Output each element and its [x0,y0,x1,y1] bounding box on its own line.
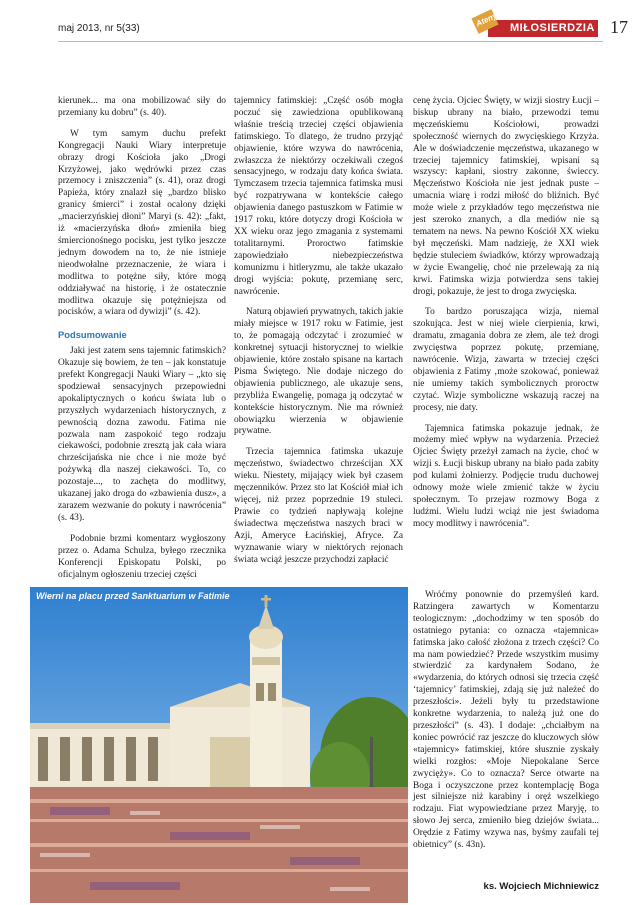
paragraph: Naturą objawień prywatnych, takich jakie miały miejsce w 1917 roku w Fatimie, jest to, że pomagają odczytać i zrozumieć w konkretnej sytuacji historycznej to wielkie objawienie, które zostało spisane na kartach Pisma Świętego. Nie dodaje niczego do objawienia publicznego, ale ukazuje sens, przybliża Ewangelię, pomaga ją odczytać w kontekście historycznym. Nie ma również obowiązku wierzenia w objawienie prywatne. [234,307,403,437]
paragraph: cenę życia. Ojciec Święty, w wizji siostry Łucji – biskup ubrany na biało, przewodzi temu męczeńskiemu Kościołowi, prowadzi społeczność wiernych do zwycięskiego Krzyża. Ale w doświadczenie męczeństwa, ukazanego w trzeciej tajemnicy fatimskiej, wpisani są wszyscy: kapłani, siostry zakonne, świeccy. Męczeństwo Kościoła nie jest jednak puste – umacnia wiarę i rodzi miłość do bliźnich. Być może wiele z przykładów tego męczeństwa nie jest szeroko znanych, a dla mediów nie są tematem na news. Na pewno Kościół XX wieku był męczeński. Mam nadzieję, że XXI wiek będzie stuleciem świadków, którzy wprowadzają w życie Ewangelię, choć nie przelewają za nią krwi. Fatimska wizja potwierdza sens takiej drogi, pokazuje, że jest to droga zwycięska. [413,96,599,297]
section-heading: Podsumowanie [58,329,127,341]
column-3 [413,96,599,531]
paragraph: To bardzo poruszająca wizja, niemal szokująca. Jest w niej wiele cierpienia, krwi, dramatu, zmagania dobra ze złem, ale też drogi zwycięstwa poprzez pokutę, przemianę, nawrócenie. Wizja, zawarta w trzeciej części objawienia z Fatimy ‚może szokować, ponieważ nie umiemy takich symbolicznych proroctw czytać. Wizje symboliczne wskazują raczej na procesy, nie daty. [413,307,599,413]
paragraph: kierunek... ma ona mobilizować siły do przemiany ku dobru” (s. 40). [58,96,226,118]
paragraph: Jaki jest zatem sens tajemnic fatimskich? Okazuje się bowiem, że ten – jak konstatuje prefekt Kongregacji Nauki Wiary – „kto się spodziewał sensacyjnych przepowiedni apokaliptycznych o końcu świata lub o przyszłych wydarzeniach historycznych, z pewnością dozna zawodu. Fatima nie pozwala nam zaspokoić tego rodzaju ciekawości, podobnie zresztą jak cała wiara chrześcijańska nie chce i nie może być pożywką dla naszej ciekawości. To, co pozostaje..., to zachęta do modlitwy, ukazanej jako droga do «zbawienia dusz», a zarazem wezwanie do pokuty i nawrócenia” (s. 43). [58,346,226,523]
column-2 [234,96,403,566]
paragraph: tajemnicy fatimskiej: „Część osób mogła poczuć się zawiedziona opublikowaną właśnie treścią trzeciej części objawienia fatimskiego. To dlatego, że trudno przyjąć objawienie, które wzywa do nawrócenia, zwłaszcza że niektórzy oczekiwali czegoś sensacyjnego, w rodzaju daty końca świata. Tymczasem trzecia tajemnica fatimska musi być rozpatrywana w kontekście całego objawienia danego pastuszkom w Fatimie w 1917 roku, które dotyczy drogi Kościoła w XX wieku oraz jego zmagania z systemami totalitarnymi. Proroctwo fatimskie zapowiedziało niebezpieczeństwa komunizmu i hitleryzmu, ale także ukazało drogi wyjścia: pokutę, przemianę serc, nawrócenie. [234,96,403,297]
column-3-continued [413,590,599,852]
paragraph: Wróćmy ponownie do przemyśleń kard. Ratzingera zawartych w Komentarzu teologicznym: „dochodzimy w ten sposób do ostatniego pytania: co oznacza «tajemnica» fatimska jako całość złożona z trzech części? Co ma nam powiedzieć? Przede wszystkim musimy stwierdzić za kardynałem Sodano, że «wydarzenia, do których odnosi się trzecia część ‘tajemnicy’ fatimskiej, zdają się już należeć do przeszłości». Jeżeli były tu przedstawione konkretne wydarzenia, to należą już one do przeszłości” (s. 43). I dodaje: „chciałbym na koniec powrócić raz jeszcze do kluczowych słów «tajemnicy» fatimskiej, które słusznie zyskały wielki rozgłos: «Moje Niepokalane Serce zwycięży». Co to oznacza? Serce otwarte na Boga i oczyszczone przez kontemplację Boga jest silniejsze niż karabiny i oręż wszelkiego rodzaju. Fiat wypowiedziane przez Maryję, to słowo Jej serca, zmieniło bieg dziejów świata... Orędzie z Fatimy wzywa nas, byśmy zaufali tej obietnicy” (s. 43n). [413,590,599,851]
logo-banner [488,20,598,37]
photo-caption: Wierni na placu przed Sanktuarium w Fatimie [36,591,230,601]
paragraph: W tym samym duchu prefekt Kongregacji Nauki Wiary interpretuje obrazy drogi Kościoła jako „Drogi Krzyżowej, jako wędrówki przez czas przemocy i zniszczenia” (s. 41), oraz drogi Papieża, który znalazł się „bardzo blisko granicy śmierci” i został ocalony dzięki „macierzyńskiej dłoni” Maryi (s. 42): „fakt, iż «macierzyńska dłoń» zmieniła bieg śmiercionośnego pocisku, jest tylko jeszcze jednym dowodem na to, że nie istnieje nieodwołalne przeznaczenie, że wiara i modlitwa to potężne siły, które mogą oddziaływać na historię, i że ostatecznie modlitwa okazuje się potężniejsza od pocisków, a wiara od dywizji” (s. 42). [58,128,226,318]
author-signature: ks. Wojciech Michniewicz [483,881,599,892]
paragraph: Trzecia tajemnica fatimska ukazuje męczeństwo, świadectwo chrześcijan XX wieku. Niestety, mijający wiek był czasem męczenników. Przez sto lat Kościół miał ich więcej, niż przez poprzednie 19 stuleci. Prawie co tydzień napływają kolejne świadectwa męczeństwa naszych braci w Azji, Ameryce Łacińskiej, Afryce. Za wyznawanie wiary w niektórych rejonach świata wciąż jeszcze przychodzi zapłacić [234,447,403,565]
column-1 [58,96,226,581]
magazine-logo [474,10,598,37]
page-number: 17 [610,17,628,37]
header-divider [58,41,603,42]
logo-title: MIŁOSIERDZIA [510,22,595,34]
paragraph: Podobnie brzmi komentarz wygłoszony przez o. Adama Schulza, byłego rzecznika Konferencji Episkopatu Polski, po oficjalnym ogłoszeniu trzeciej części [58,533,226,580]
paragraph: Tajemnica fatimska pokazuje jednak, że możemy mieć wpływ na wydarzenia. Przecież Ojciec Święty przeżył zamach na życie, choć w wizji s. Łucji biskup ubrany na biało pada zabity pod kulami żołnierzy. Podjęcie trudu duchowej odnowy może wiele zmienić także w życiu społecznym. To przejaw rozmowy Boga z ludźmi. Wielu ludzi wciąż nie jest świadoma mocy modlitwy i nawrócenia”. [413,423,599,529]
sanctuary-illustration [30,587,408,903]
logo-tag-text: Ateny [474,10,499,29]
issue-date: maj 2013, nr 5(33) [58,23,140,34]
sanctuary-photo [30,587,408,903]
